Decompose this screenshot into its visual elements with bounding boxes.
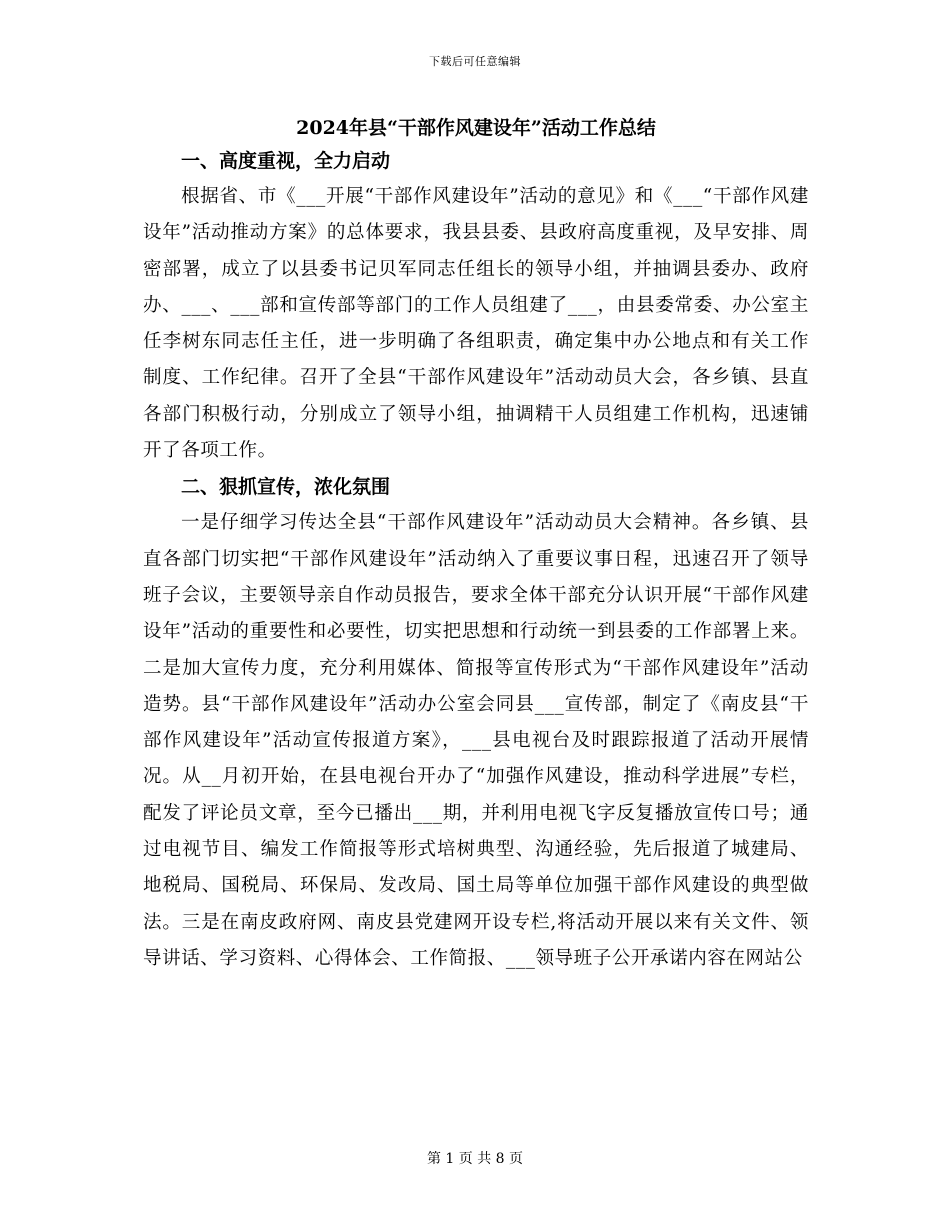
paragraph-1: 根据省、市《___开展“干部作风建设年”活动的意见》和《___“干部作风建设年”活动推动方案》的总体要求，我县县委、县政府高度重视，及早安排、周密部署，成立了以县委书记贝军同志任组长的领导小组，并抽调县委办、政府办、___、___部和宣传部等部门的工作人员组建了___，由县委常委、办公室主任李树东同志任主任，进一步明确了各组职责，确定集中办公地点和有关工作制度、工作纪律。召开了全县“干部作风建设年”活动动员大会，各乡镇、县直各部门积极行动，分别成立了领导小组，抽调精干人员组建工作机构，迅速铺开了各项工作。	[143, 186, 809, 462]
document-title: 2024年县“干部作风建设年”活动工作总结	[296, 117, 656, 139]
document-body	[143, 113, 809, 977]
section-heading-2: 二、狠抓宣传，浓化氛围	[181, 476, 391, 499]
page-number: 第 1 页 共 8 页	[426, 1151, 524, 1167]
page-header-note: 下载后可任意编辑	[429, 55, 521, 68]
paragraph-2: 一是仔细学习传达全县“干部作风建设年”活动动员大会精神。各乡镇、县直各部门切实把“干部作风建设年”活动纳入了重要议事日程，迅速召开了领导班子会议，主要领导亲自作动员报告，要求全体干部充分认识开展“干部作风建设年”活动的重要性和必要性，切实把思想和行动统一到县委的工作部署上来。二是加大宣传力度，充分利用媒体、简报等宣传形式为“干部作风建设年”活动造势。县“干部作风建设年”活动办公室会同县___宣传部，制定了《南皮县“干部作风建设年”活动宣传报道方案》，___县电视台及时跟踪报道了活动开展情况。从__月初开始，在县电视台开办了“加强作风建设，推动科学进展”专栏，配发了评论员文章，至今已播出___期，并利用电视飞字反复播放宣传口号；通过电视节目、编发工作简报等形式培树典型、沟通经验，先后报道了城建局、地税局、国税局、环保局、发改局、国土局等单位加强干部作风建设的典型做法。三是在南皮政府网、南皮县党建网开设专栏,将活动开展以来有关文件、领导讲话、学习资料、心得体会、工作简报、___领导班子公开承诺内容在网站公	[143, 512, 809, 969]
section-heading-1: 一、高度重视，全力启动	[181, 150, 391, 172]
